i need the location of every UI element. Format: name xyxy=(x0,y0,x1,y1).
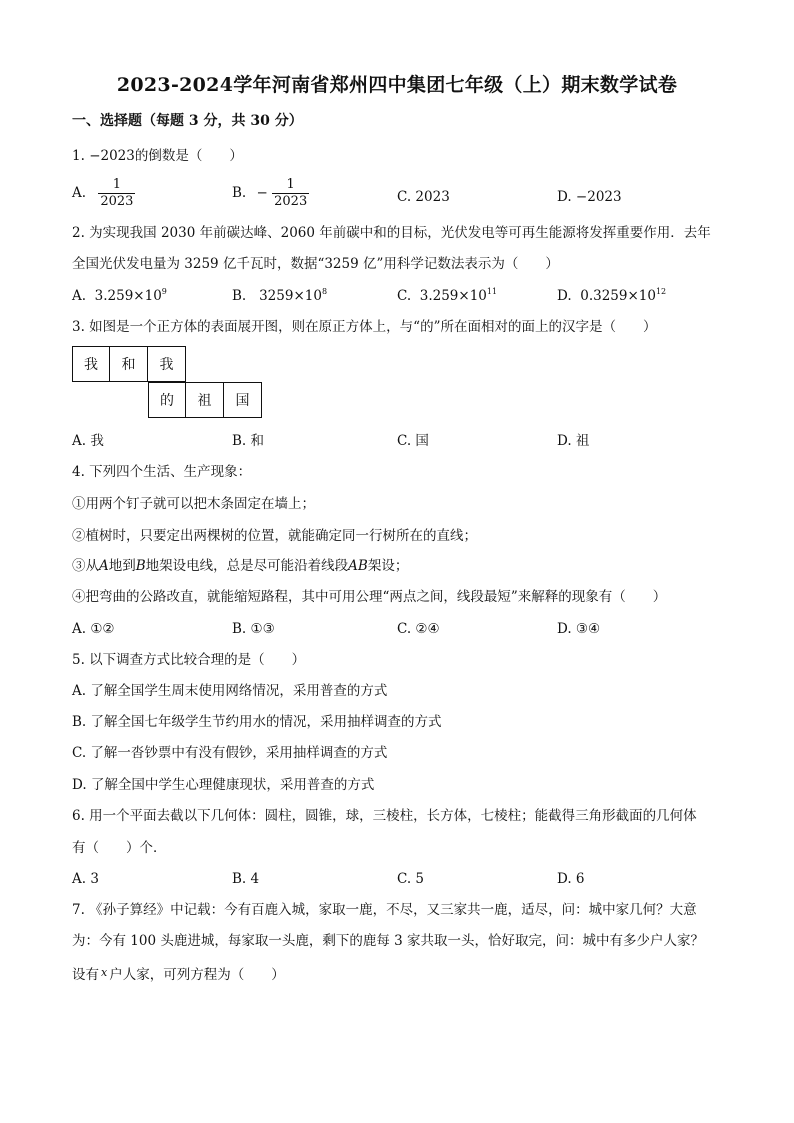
option-exponent: 12 xyxy=(655,287,667,296)
question-7-line-3 xyxy=(72,963,285,985)
fraction-denominator: 2023 xyxy=(100,194,134,209)
question-7-line-2: 为：今有 100 头鹿进城，每家取一头鹿，剩下的鹿每 3 家共取一头，恰好取完，问：城中有多少户人家？ xyxy=(72,933,705,949)
minus-sign: − xyxy=(256,185,268,201)
question-1-option-a xyxy=(72,177,135,210)
option-label: A. xyxy=(72,288,87,304)
page-title: 2023-2024学年河南省郑州四中集团七年级（上）期末数学试卷 xyxy=(116,74,678,96)
option-exponent: 8 xyxy=(321,287,328,296)
option-base: 3259×10 xyxy=(259,288,322,304)
question-4-item-3 xyxy=(72,556,408,576)
option-label: D. xyxy=(557,288,572,304)
question-6-option-a: A. 3 xyxy=(72,871,99,887)
option-label: B. xyxy=(232,185,247,201)
text-segment: ③从 xyxy=(72,558,99,574)
option-exponent: 9 xyxy=(161,287,167,296)
question-2-line-2: 全国光伏发电量为 3259 亿千瓦时，数据“3259 亿”用科学记数法表示为（ ） xyxy=(72,256,559,272)
text-segment: 设有 xyxy=(72,967,99,983)
question-1 xyxy=(72,146,243,166)
question-4-option-b: B. ①③ xyxy=(232,621,275,637)
question-4-text: 4. 下列四个生活、生产现象： xyxy=(72,464,252,480)
text-segment: 地到 xyxy=(108,558,136,574)
point-b: B xyxy=(135,558,146,574)
question-4-option-a: A. ①② xyxy=(72,621,115,637)
question-4-item-2: ②植树时，只要定出两棵树的位置，就能确定同一行树所在的直线； xyxy=(72,528,477,544)
question-2-option-b xyxy=(232,286,327,306)
fraction xyxy=(98,177,135,210)
cube-net-cell: 国 xyxy=(224,382,262,418)
text-segment: 架设； xyxy=(367,558,409,574)
question-1-expression: −2023 xyxy=(89,148,135,164)
fraction xyxy=(272,177,309,210)
question-1-option-c: C. 2023 xyxy=(397,189,450,205)
cube-net-cell: 的 xyxy=(148,382,186,418)
option-label: A. xyxy=(72,185,87,201)
cube-net-cell: 和 xyxy=(110,346,148,382)
text-segment: 户人家，可列方程为（ ） xyxy=(109,967,285,983)
cube-net-cell: 我 xyxy=(148,346,186,382)
text-segment: 地架设电线，总是尽可能沿着线段 xyxy=(145,558,349,574)
question-6-option-c: C. 5 xyxy=(397,871,425,887)
question-3-option-c: C. 国 xyxy=(397,433,429,449)
question-3-text: 3. 如图是一个正方体的表面展开图，则在原正方体上，与“的”所在面相对的面上的汉字是（ ） xyxy=(72,319,657,335)
option-label: C. xyxy=(397,288,412,304)
question-6-line-2: 有（ ）个． xyxy=(72,840,167,856)
question-3-option-a: A. 我 xyxy=(72,433,104,449)
section-heading-choice: 一、选择题（每题 3 分，共 30 分） xyxy=(72,113,303,129)
question-6-option-d: D. 6 xyxy=(557,871,585,887)
option-base: 3.259×10 xyxy=(419,288,487,304)
fraction-numerator: 1 xyxy=(112,177,122,192)
question-3-option-d: D. 祖 xyxy=(557,433,590,449)
question-1-number: 1. xyxy=(72,148,85,164)
question-2-option-c xyxy=(397,286,497,306)
question-1-text: 的倒数是（ ） xyxy=(134,148,243,164)
question-5-option-c: C. 了解一沓钞票中有没有假钞，采用抽样调查的方式 xyxy=(72,745,388,761)
option-label: B. xyxy=(232,288,247,304)
option-exponent: 11 xyxy=(486,287,498,296)
cube-net-cell: 祖 xyxy=(186,382,224,418)
point-a: A xyxy=(99,558,109,574)
question-2-line-1: 2. 为实现我国 2030 年前碳达峰、2060 年前碳中和的目标，光伏发电等可再生能源将发挥重要作用．去年 xyxy=(72,225,711,241)
question-7-line-1: 7. 《孙子算经》中记载：今有百鹿入城，家取一鹿，不尽，又三家共一鹿，适尽，问：城中家几何？大意 xyxy=(72,902,697,918)
question-3-option-b: B. 和 xyxy=(232,433,265,449)
question-6-option-b: B. 4 xyxy=(232,871,260,887)
question-2-option-d xyxy=(557,286,666,306)
question-5-option-d: D. 了解全国中学生心理健康现状，采用普查的方式 xyxy=(72,777,375,793)
question-1-option-d: D. −2023 xyxy=(557,189,622,205)
fraction-denominator: 2023 xyxy=(274,194,308,209)
question-4-item-1: ①用两个钉子就可以把木条固定在墙上； xyxy=(72,496,315,512)
segment-ab: AB xyxy=(348,558,368,574)
question-1-option-b xyxy=(232,177,309,210)
question-5-option-b: B. 了解全国七年级学生节约用水的情况，采用抽样调查的方式 xyxy=(72,714,442,730)
variable-x: x xyxy=(101,966,108,979)
option-base: 0.3259×10 xyxy=(580,288,656,304)
question-6-line-1: 6. 用一个平面去截以下几何体：圆柱，圆锥，球，三棱柱，长方体，七棱柱；能截得三角形截面的几何体 xyxy=(72,808,697,824)
option-base: 3.259×10 xyxy=(94,288,162,304)
fraction-numerator: 1 xyxy=(286,177,295,192)
question-4-item-4: ④把弯曲的公路改直，就能缩短路程，其中可用公理“两点之间，线段最短”来解释的现象有（ ） xyxy=(72,589,667,605)
cube-net-cell: 我 xyxy=(72,346,110,382)
question-4-option-c: C. ②④ xyxy=(397,621,440,637)
question-2-option-a xyxy=(72,286,167,306)
question-4-option-d: D. ③④ xyxy=(557,621,601,637)
question-5-option-a: A. 了解全国学生周末使用网络情况，采用普查的方式 xyxy=(72,683,388,699)
question-5-text: 5. 以下调查方式比较合理的是（ ） xyxy=(72,652,306,668)
